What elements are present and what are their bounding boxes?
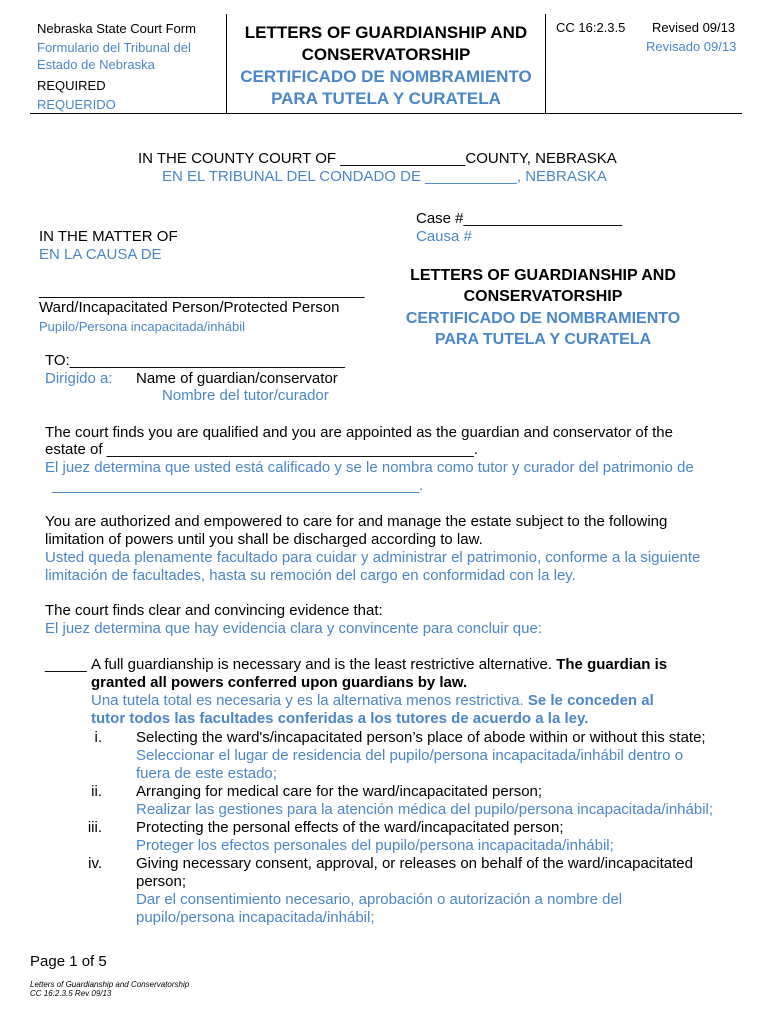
- form-name-en: Nebraska State Court Form: [37, 21, 196, 36]
- required-en: REQUIRED: [37, 78, 106, 93]
- revised-es: Revisado 09/13: [646, 39, 737, 54]
- item-number: i.: [94, 729, 102, 746]
- court-line-en: IN THE COUNTY COURT OF _______________COUNTY, NEBRASKA: [138, 150, 617, 167]
- ward-label-es: Pupilo/Persona incapacitada/inhábil: [39, 319, 245, 334]
- header-title-en-2: CONSERVATORSHIP: [301, 45, 471, 64]
- authorized-en-2: limitation of powers until you shall be discharged according to law.: [45, 531, 483, 548]
- page-number: Page 1 of 5: [30, 953, 107, 970]
- guardian-name-label-es: Nombre del tutor/curador: [162, 387, 329, 404]
- header-divider-left: [226, 14, 227, 114]
- full-guardianship-es-bold: Se le conceden al: [527, 692, 654, 709]
- form-code: CC 16:2.3.5: [556, 20, 626, 35]
- full-guardianship-en-1: [91, 656, 711, 674]
- ward-name-blank: _______________________________________: [39, 282, 365, 299]
- footer-form-title: Letters of Guardianship and Conservatorship: [30, 980, 190, 989]
- clear-evidence-en: The court finds clear and convincing evidence that:: [45, 602, 383, 619]
- caption-title-es-2: PARA TUTELA Y CURATELA: [434, 331, 652, 348]
- header-title-es: [228, 66, 544, 110]
- authorized-es-1: Usted queda plenamente facultado para cuidar y administrar el patrimonio, conforme a la siguiente: [45, 549, 701, 566]
- header-title-es-2: PARA TUTELA Y CURATELA: [271, 89, 501, 108]
- caption-title-en: [392, 265, 694, 307]
- full-guardianship-checkbox-blank[interactable]: _____: [45, 656, 87, 673]
- form-name-es-2: Estado de Nebraska: [37, 57, 155, 72]
- item-en-line: Arranging for medical care for the ward/incapacitated person;: [136, 783, 543, 800]
- header-title-en: [228, 22, 544, 66]
- caption-title-en-1: LETTERS OF GUARDIANSHIP AND: [410, 267, 676, 284]
- authorized-es-2: limitación de facultades, hasta su remoción del cargo en conformidad con la ley.: [45, 567, 576, 584]
- finding-appointed-es-2: ____________________________________________.: [52, 477, 424, 494]
- dirigido-label: Dirigido a:: [45, 370, 113, 387]
- full-guardianship-en-2: granted all powers conferred upon guardians by law.: [91, 674, 468, 691]
- item-es-line: fuera de este estado;: [136, 765, 277, 782]
- full-guardianship-es-1: [91, 692, 711, 710]
- case-number-es: Causa #: [416, 228, 472, 245]
- item-es-line: Seleccionar el lugar de residencia del pupilo/persona incapacitada/inhábil dentro o: [136, 747, 684, 764]
- item-es-line: Realizar las gestiones para la atención médica del pupilo/persona incapacitada/inhábil;: [136, 801, 714, 818]
- full-guardianship-es-text: Una tutela total es necesaria y es la alternativa menos restrictiva.: [91, 692, 528, 709]
- caption-title-es: [392, 308, 694, 350]
- finding-appointed-en-1: The court finds you are qualified and you are appointed as the guardian and conservator of the: [45, 424, 673, 441]
- required-es: REQUERIDO: [37, 97, 116, 112]
- to-line: TO:_________________________________: [45, 352, 346, 369]
- full-guardianship-en-text: A full guardianship is necessary and is the least restrictive alternative.: [91, 656, 557, 673]
- header-form-info: [37, 20, 227, 113]
- item-number: iv.: [88, 855, 102, 872]
- header-divider-right: [545, 14, 546, 114]
- guardian-name-label-en: Name of guardian/conservator: [136, 370, 338, 387]
- ward-label-en: Ward/Incapacitated Person/Protected Person: [39, 299, 340, 316]
- footer-form-code: CC 16:2.3.5 Rev 09/13: [30, 989, 112, 998]
- item-en-line: person;: [136, 873, 187, 890]
- form-name-es-1: Formulario del Tribunal del: [37, 40, 191, 55]
- finding-appointed-en-2: estate of ____________________________________________.: [45, 441, 478, 458]
- caption-title-en-2: CONSERVATORSHIP: [463, 288, 623, 305]
- header-title-es-1: CERTIFICADO DE NOMBRAMIENTO: [240, 67, 532, 86]
- caption-title-es-1: CERTIFICADO DE NOMBRAMIENTO: [405, 310, 681, 327]
- item-es-line: Dar el consentimiento necesario, aprobación o autorización a nombre del: [136, 891, 623, 908]
- full-guardianship-es-2: tutor todos las facultades conferidas a los tutores de acuerdo a la ley.: [91, 710, 589, 727]
- matter-of-es: EN LA CAUSA DE: [39, 246, 162, 263]
- item-number: iii.: [87, 819, 102, 836]
- item-en-line: Protecting the personal effects of the ward/incapacitated person;: [136, 819, 564, 836]
- item-es-line: Proteger los efectos personales del pupilo/persona incapacitada/inhábil;: [136, 837, 614, 854]
- item-es-line: pupilo/persona incapacitada/inhábil;: [136, 909, 375, 926]
- full-guardianship-en-bold: The guardian is: [556, 656, 668, 673]
- court-line-es: EN EL TRIBUNAL DEL CONDADO DE ___________, NEBRASKA: [162, 168, 607, 185]
- item-en-line: Selecting the ward's/incapacitated person’s place of abode within or without this state;: [136, 729, 706, 746]
- matter-of-en: IN THE MATTER OF: [39, 228, 178, 245]
- revised-en: Revised 09/13: [652, 20, 736, 35]
- header-rule: [30, 113, 742, 114]
- case-number-en: Case #___________________: [416, 210, 623, 227]
- finding-appointed-es-1: El juez determina que usted está calificado y se le nombra como tutor y curador del patrimonio de: [45, 459, 694, 476]
- header-title-en-1: LETTERS OF GUARDIANSHIP AND: [244, 23, 528, 42]
- authorized-en-1: You are authorized and empowered to care for and manage the estate subject to the following: [45, 513, 668, 530]
- item-number: ii.: [91, 783, 102, 800]
- item-en-line: Giving necessary consent, approval, or releases on behalf of the ward/incapacitated: [136, 855, 693, 872]
- clear-evidence-es: El juez determina que hay evidencia clara y convincente para concluir que:: [45, 620, 542, 637]
